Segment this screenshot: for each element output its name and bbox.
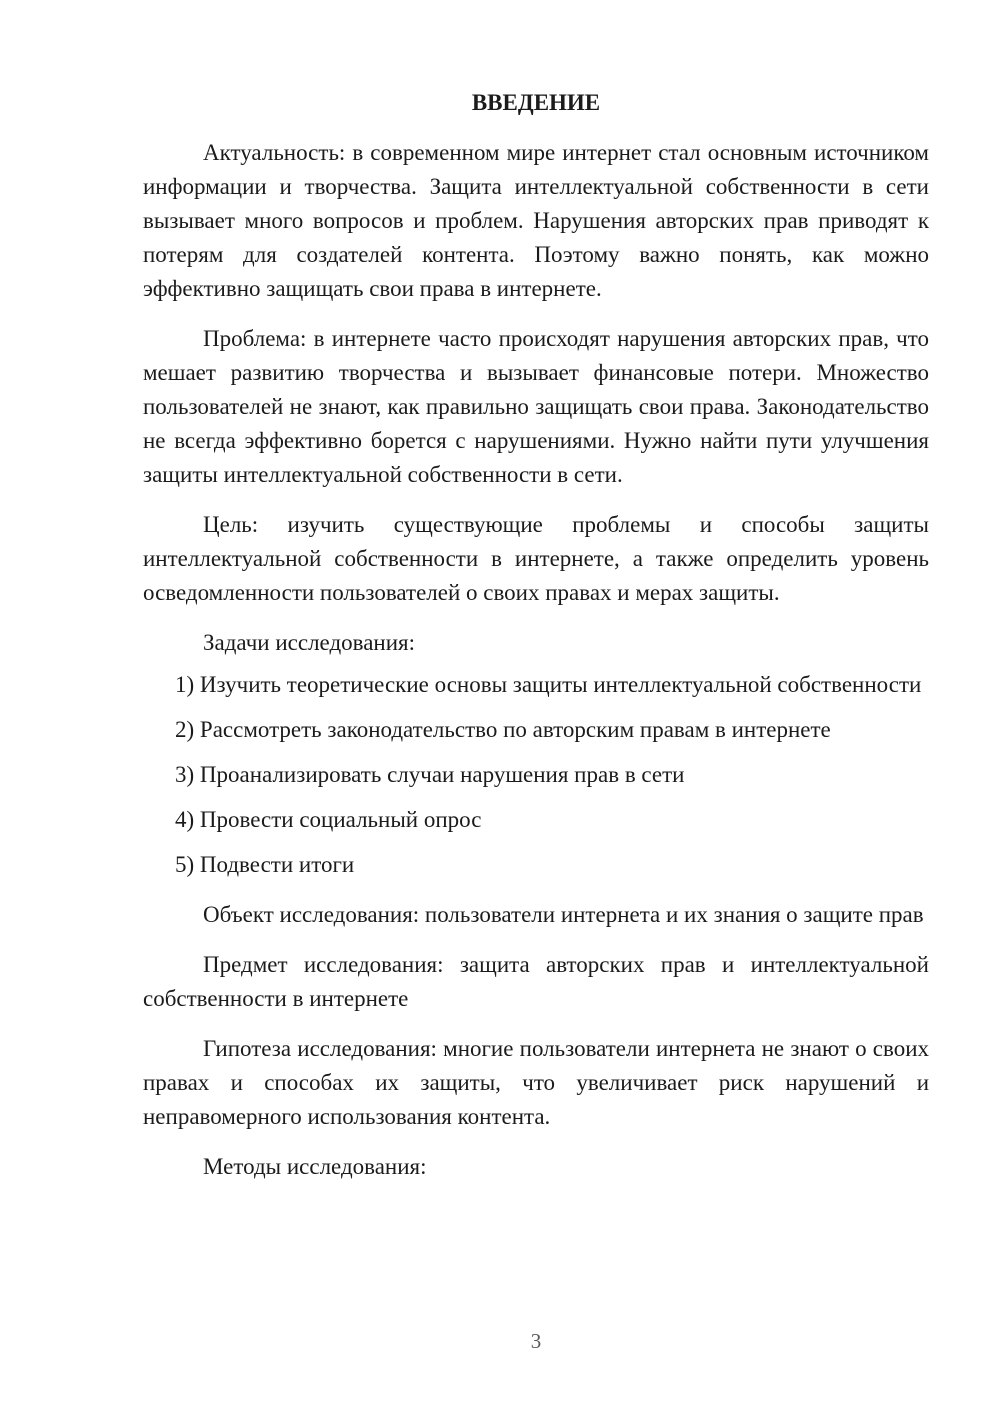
task-item-3: 3) Проанализировать случаи нарушения прав в сети <box>175 762 685 787</box>
task-item-2: 2) Рассмотреть законодательство по авторским правам в интернете <box>175 717 831 742</box>
paragraph-problema: Проблема: в интернете часто происходят нарушения авторских прав, что мешает развитию творчества и вызывает финансовые потери. Множество пользователей не знают, как правильно защищать свои права. Законодательство не всегда эффективно борется с нарушениями. Нужно найти пути улучшения защиты интеллектуальной собственности в сети. <box>143 326 929 487</box>
tasks-list <box>143 668 929 882</box>
task-item-5: 5) Подвести итоги <box>175 852 355 877</box>
page-number: 3 <box>530 1329 542 1353</box>
paragraph-tsel: Цель: изучить существующие проблемы и способы защиты интеллектуальной собственности в интернете, а также определить уровень осведомленности пользователей о своих правах и мерах защиты. <box>143 512 929 605</box>
paragraph-zadachi-header: Задачи исследования: <box>203 630 416 655</box>
page-title: ВВЕДЕНИЕ <box>471 90 601 115</box>
paragraph-predmet: Предмет исследования: защита авторских прав и интеллектуальной собственности в интернете <box>143 952 929 1011</box>
paragraph-metody-header: Методы исследования: <box>203 1154 427 1179</box>
task-item-4: 4) Провести социальный опрос <box>175 807 482 832</box>
paragraph-gipoteza: Гипотеза исследования: многие пользователи интернета не знают о своих правах и способах их защиты, что увеличивает риск нарушений и неправомерного использования контента. <box>143 1036 929 1129</box>
paragraph-aktualnost: Актуальность: в современном мире интернет стал основным источником информации и творчества. Защита интеллектуальной собственности в сети вызывает много вопросов и проблем. Нарушения авторских прав приводят к потерям для создателей контента. Поэтому важно понять, как можно эффективно защищать свои права в интернете. <box>143 140 929 301</box>
paragraph-obekt: Объект исследования: пользователи интернета и их знания о защите прав <box>203 902 924 927</box>
page-footer <box>143 1326 929 1356</box>
task-item-1: 1) Изучить теоретические основы защиты интеллектуальной собственности <box>175 672 922 697</box>
